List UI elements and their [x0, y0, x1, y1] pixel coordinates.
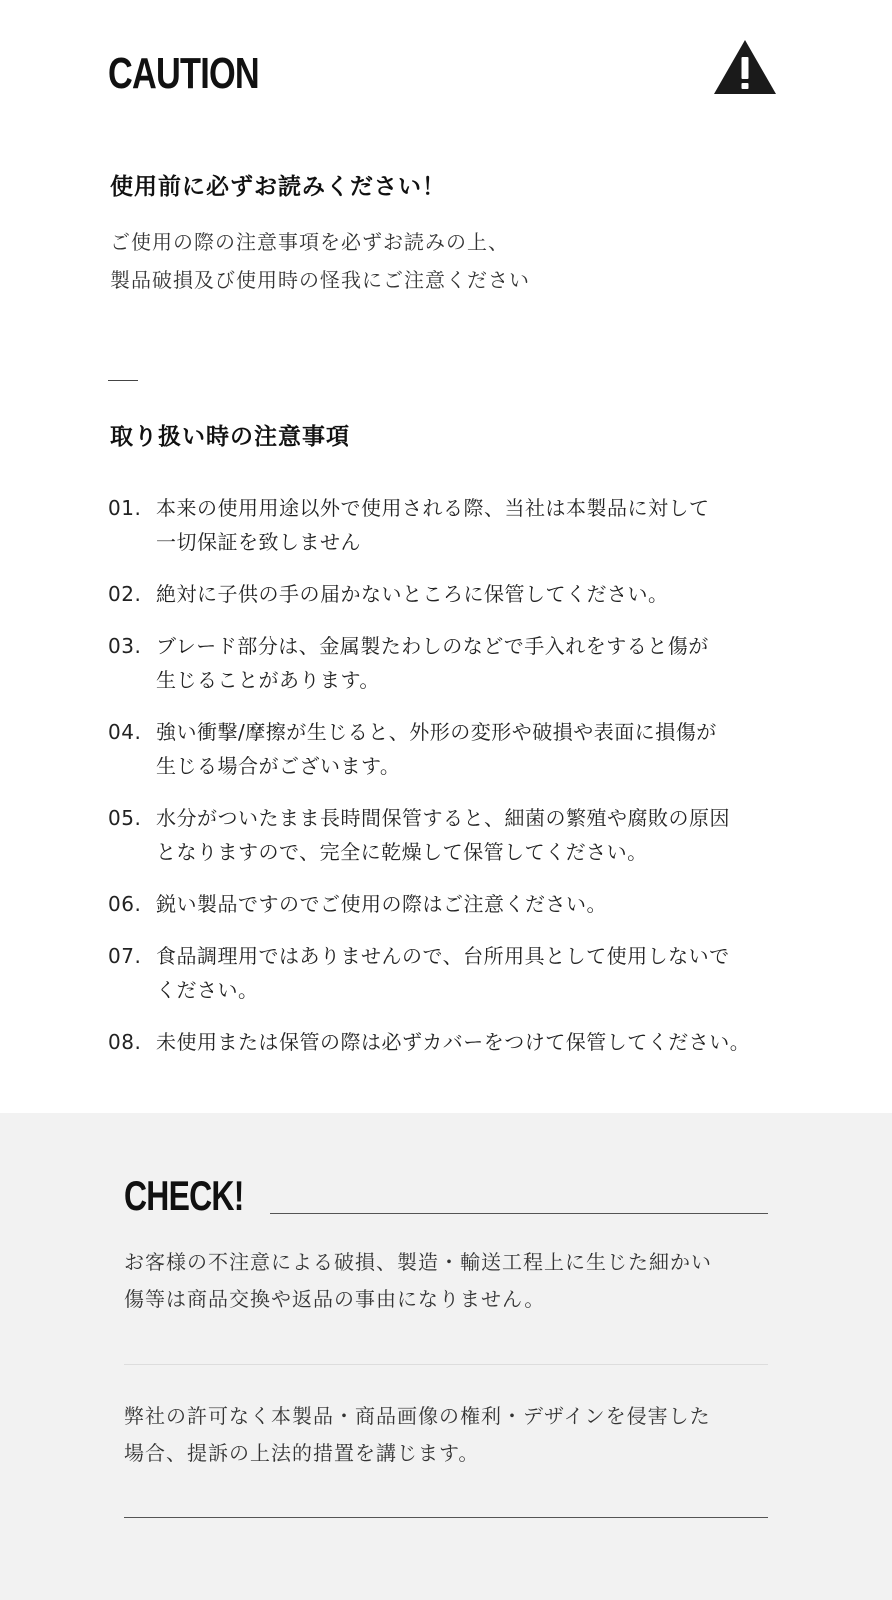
item-text-continued: 生じる場合がございます。: [156, 754, 401, 778]
item-text-continued: となりますので、完全に乾燥して保管してください。: [156, 840, 648, 864]
item-text-continued: 生じることがあります。: [156, 668, 380, 692]
item-text: 本来の使用用途以外で使用される際、当社は本製品に対して: [156, 496, 710, 520]
item-number: 04.: [108, 720, 142, 744]
list-item: [108, 716, 717, 745]
check-heading-rule: [270, 1213, 768, 1214]
check-section: [0, 1113, 892, 1600]
item-text: 水分がついたまま長時間保管すると、細菌の繁殖や腐敗の原因: [156, 806, 730, 830]
list-item: [108, 940, 730, 969]
intro-line: ご使用の際の注意事項を必ずお読みの上、: [110, 230, 509, 254]
check-paragraph-line: 弊社の許可なく本製品・商品画像の権利・デザインを侵害した: [124, 1404, 711, 1428]
intro-line: 製品破損及び使用時の怪我にご注意ください: [110, 268, 530, 292]
list-item: [108, 888, 607, 917]
item-number: 06.: [108, 892, 142, 916]
item-text-continued: ください。: [156, 978, 259, 1002]
list-item: [108, 802, 730, 831]
intro-title: 使用前に必ずお読みください！: [110, 174, 446, 200]
item-number: 05.: [108, 806, 142, 830]
item-text: 食品調理用ではありませんので、台所用具として使用しないで: [156, 944, 730, 968]
item-text: 未使用または保管の際は必ずカバーをつけて保管してください。: [156, 1030, 751, 1054]
item-text: 絶対に子供の手の届かないところに保管してください。: [156, 582, 669, 606]
warning-triangle-icon: [712, 38, 778, 96]
check-paragraph-line: 場合、提訴の上法的措置を講じます。: [124, 1441, 480, 1465]
item-number: 02.: [108, 582, 142, 606]
item-number: 01.: [108, 496, 142, 520]
item-text-continued: 一切保証を致しません: [156, 530, 361, 554]
check-paragraph-line: 傷等は商品交換や返品の事由になりません。: [124, 1287, 546, 1311]
list-item: [108, 578, 669, 607]
check-paragraph-line: お客様の不注意による破損、製造・輸送工程上に生じた細かい: [124, 1250, 712, 1274]
bottom-rule: [124, 1517, 768, 1518]
item-number: 07.: [108, 944, 142, 968]
list-item: [108, 1026, 750, 1055]
item-text: 強い衝撃/摩擦が生じると、外形の変形や破損や表面に損傷が: [156, 720, 717, 744]
item-text: 鋭い製品ですのでご使用の際はご注意ください。: [156, 892, 607, 916]
item-text: ブレード部分は、金属製たわしのなどで手入れをすると傷が: [156, 634, 709, 658]
list-item: [108, 630, 709, 659]
item-number: 08.: [108, 1030, 142, 1054]
check-heading: CHECK!: [124, 1172, 244, 1219]
list-item: [108, 492, 710, 521]
section-divider: [108, 380, 138, 381]
caution-heading: CAUTION: [108, 49, 259, 98]
paragraph-divider: [124, 1364, 768, 1365]
item-number: 03.: [108, 634, 142, 658]
handling-title: 取り扱い時の注意事項: [110, 424, 350, 450]
